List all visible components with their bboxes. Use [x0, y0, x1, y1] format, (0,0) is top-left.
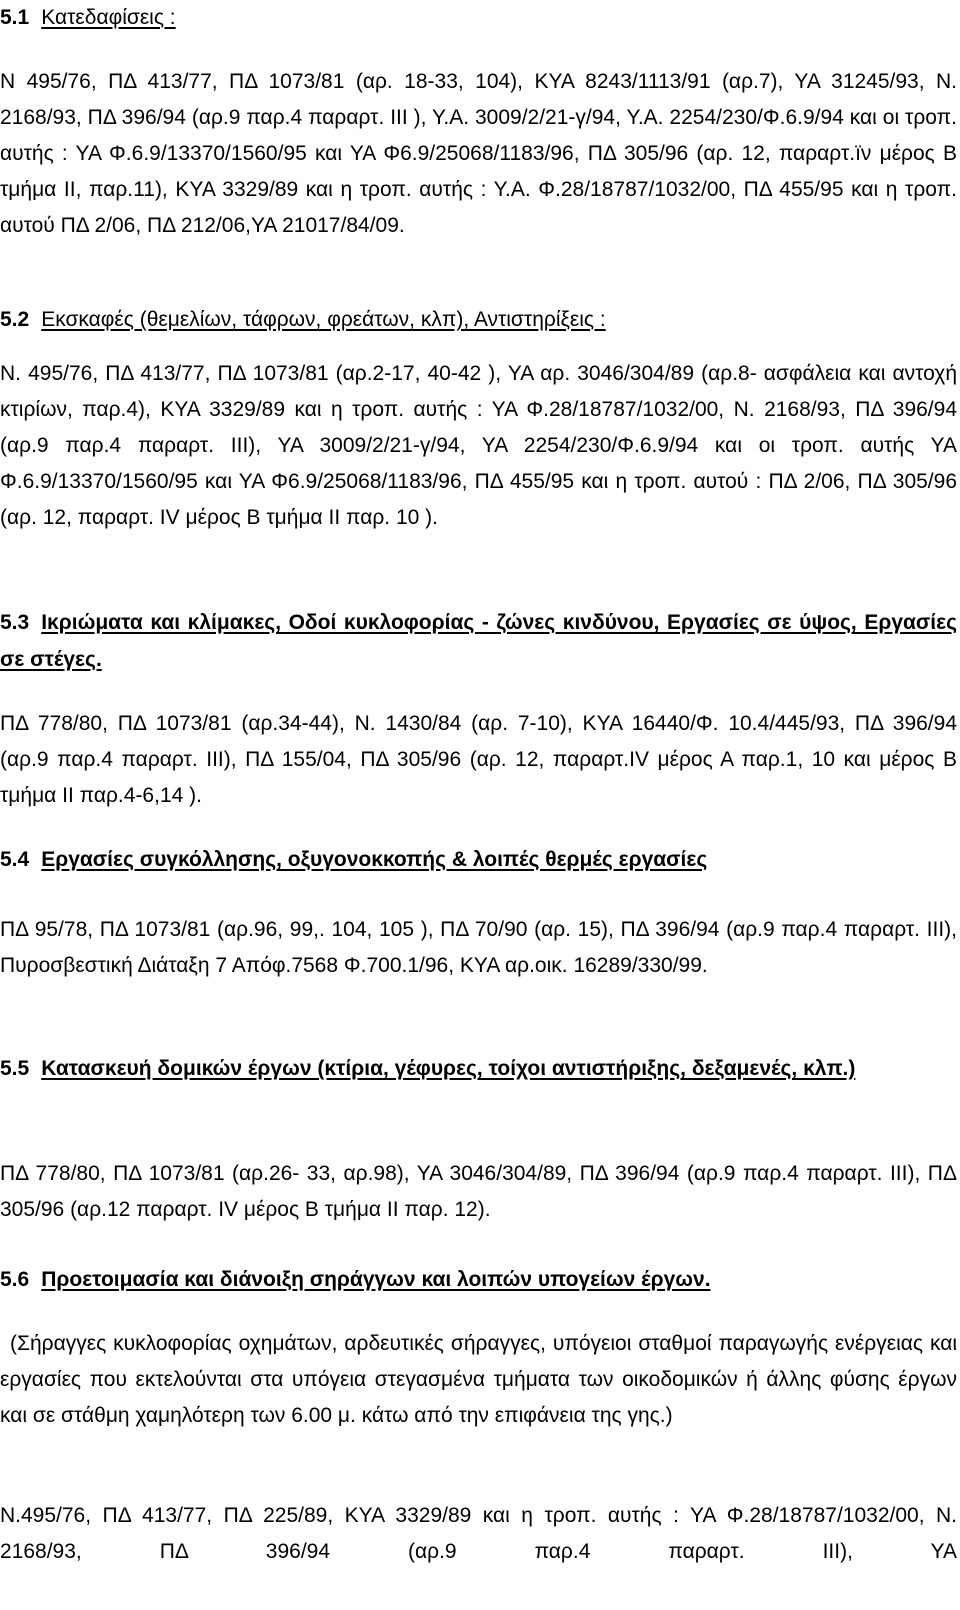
section-5-2-heading: [0, 302, 957, 338]
section-5-3-body: ΠΔ 778/80, ΠΔ 1073/81 (αρ.34-44), Ν. 1430/84 (αρ. 7-10), ΚΥΑ 16440/Φ. 10.4/445/93, ΠΔ 396/94 (αρ.9 παρ.4 παραρτ. ΙΙΙ), ΠΔ 155/04, ΠΔ 305/96 (αρ. 12, παραρτ.IV μέρος Α παρ.1, 10 και μέρος Β τμήμα II παρ.4-6,14 ).: [0, 712, 957, 807]
section-5-5-body: ΠΔ 778/80, ΠΔ 1073/81 (αρ.26- 33, αρ.98), ΥΑ 3046/304/89, ΠΔ 396/94 (αρ.9 παρ.4 παραρτ. ΙΙΙ), ΠΔ 305/96 (αρ.12 παραρτ. IV μέρος Β τμήμα ΙΙ παρ. 12).: [0, 1162, 957, 1221]
section-title: Προετοιμασία και διάνοιξη σηράγγων και λοιπών υπογείων έργων.: [41, 1268, 711, 1291]
section-number: 5.5: [0, 1057, 30, 1080]
section-5-3-heading: [0, 604, 957, 678]
section-5-6-note: (Σήραγγες κυκλοφορίας οχημάτων, αρδευτικές σήραγγες, υπόγειοι σταθμοί παραγωγής ενέργειας και εργασίες που εκτελούνται στα υπόγεια στεγασμένα τμήματα των οικοδομικών ή άλλης φύσης έργων και σε στάθμη χαμηλότερη των 6.00 μ. κάτω από την επιφάνεια της γης.): [0, 1332, 957, 1427]
section-title: Εκσκαφές (θεμελίων, τάφρων, φρεάτων, κλπ), Αντιστηρίξεις :: [41, 308, 606, 331]
section-number: 5.3: [0, 611, 30, 634]
section-number: 5.6: [0, 1268, 30, 1291]
section-number: 5.4: [0, 848, 30, 871]
section-5-1-heading: [0, 0, 957, 36]
section-number: 5.1: [0, 6, 30, 29]
section-5-6-heading: [0, 1262, 957, 1298]
section-5-2-body: Ν. 495/76, ΠΔ 413/77, ΠΔ 1073/81 (αρ.2-17, 40-42 ), ΥΑ αρ. 3046/304/89 (αρ.8- ασφάλεια και αντοχή κτιρίων, παρ.4), ΚΥΑ 3329/89 και η τροπ. αυτής : ΥΑ Φ.28/18787/1032/00, Ν. 2168/93, ΠΔ 396/94 (αρ.9 παρ.4 παραρτ. ΙΙΙ), ΥΑ 3009/2/21-γ/94, ΥΑ 2254/230/Φ.6.9/94 και οι τροπ. αυτής ΥΑ Φ.6.9/13370/1560/95 και ΥΑ Φ6.9/25068/1183/96, ΠΔ 455/95 και η τροπ. αυτού : ΠΔ 2/06, ΠΔ 305/96 (αρ. 12, παραρτ. IV μέρος Β τμήμα ΙΙ παρ. 10 ).: [0, 362, 957, 529]
section-5-5-heading: [0, 1050, 957, 1087]
section-title: Εργασίες συγκόλλησης, οξυγονοκκοπής & λοιπές θερμές εργασίες: [41, 848, 708, 871]
section-5-1-body: Ν 495/76, ΠΔ 413/77, ΠΔ 1073/81 (αρ. 18-33, 104), ΚΥΑ 8243/1113/91 (αρ.7), ΥΑ 31245/93, Ν. 2168/93, ΠΔ 396/94 (αρ.9 παρ.4 παραρτ. ΙΙΙ ), Υ.Α. 3009/2/21-γ/94, Υ.Α. 2254/230/Φ.6.9/94 και οι τροπ. αυτής : ΥΑ Φ.6.9/13370/1560/95 και ΥΑ Φ6.9/25068/1183/96, ΠΔ 305/96 (αρ. 12, παραρτ.ïν μέρος Β τμήμα ΙΙ, παρ.11), ΚΥΑ 3329/89 και η τροπ. αυτής : Υ.Α. Φ.28/18787/1032/00, ΠΔ 455/95 και η τροπ. αυτού ΠΔ 2/06, ΠΔ 212/06,ΥΑ 21017/84/09.: [0, 70, 957, 237]
section-5-4-body: ΠΔ 95/78, ΠΔ 1073/81 (αρ.96, 99,. 104, 105 ), ΠΔ 70/90 (αρ. 15), ΠΔ 396/94 (αρ.9 παρ.4 παραρτ. ΙΙΙ), Πυροσβεστική Διάταξη 7 Απόφ.7568 Φ.700.1/96, ΚΥΑ αρ.οικ. 16289/330/99.: [0, 918, 957, 977]
section-title: Κατεδαφίσεις :: [41, 6, 176, 29]
section-5-4-heading: [0, 842, 957, 878]
section-title: Κατασκευή δομικών έργων (κτίρια, γέφυρες, τοίχοι αντιστήριξης, δεξαμενές, κλπ.): [41, 1057, 856, 1080]
section-number: 5.2: [0, 308, 30, 331]
section-5-6-body: Ν.495/76, ΠΔ 413/77, ΠΔ 225/89, ΚΥΑ 3329/89 και η τροπ. αυτής : ΥΑ Φ.28/18787/1032/00, Ν. 2168/93, ΠΔ 396/94 (αρ.9 παρ.4 παραρτ. ΙΙΙ), ΥΑ: [0, 1504, 957, 1563]
section-title: Ικριώματα και κλίμακες, Οδοί κυκλοφορίας - ζώνες κινδύνου, Εργασίες σε ύψος, Εργασίες σε στέγες.: [0, 611, 957, 671]
